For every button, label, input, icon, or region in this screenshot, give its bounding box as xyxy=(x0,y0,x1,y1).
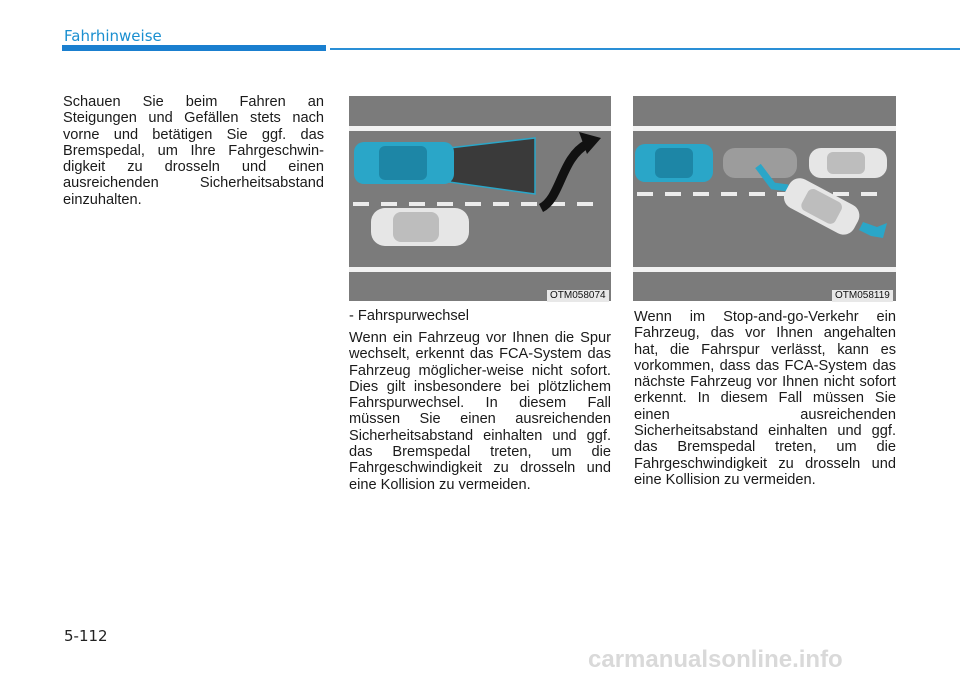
figure-code-left: OTM058074 xyxy=(547,290,609,302)
other-car xyxy=(371,208,469,246)
own-car xyxy=(635,144,713,182)
header-rule-thin xyxy=(330,48,960,50)
left-paragraph: Schauen Sie beim Fahren an Steigungen und Gefällen stets nach vorne und betätigen Sie ggf. das Bremspedal, um Ihre Fahrgeschwin-digkeit zu drosseln und einen ausreichenden Sicherheitsabstand einzuhalten. xyxy=(63,94,324,208)
figure-code-right: OTM058119 xyxy=(832,290,893,302)
middle-paragraph: Wenn ein Fahrzeug vor Ihnen die Spur wechselt, erkennt das FCA-System das Fahrzeug möglicher-weise nicht sofort. Dies gilt insbesondere bei plötzlichem Fahrspurwechsel. In diesem Fall müssen Sie einen ausreichenden Sicherheitsabstand einhalten und ggf. das Bremspedal treten, um die Fahrgeschwindigkeit zu drosseln und eine Kollision zu vermeiden. xyxy=(349,330,611,493)
right-paragraph: Wenn im Stop-and-go-Verkehr ein Fahrzeug, das vor Ihnen angehalten hat, die Fahrspur verlässt, kann es vorkommen, dass das FCA-System das nächste Fahrzeug vor Ihnen nicht sofort erkennt. In diesem Fall müssen Sie einen ausreichenden Sicherheitsabstand einhalten und ggf. das Bremspedal treten, um die Fahrgeschwindigkeit zu drosseln und eine Kollision zu vermeiden. xyxy=(634,309,896,488)
section-title: Fahrhinweise xyxy=(64,27,162,45)
page-number: 5-112 xyxy=(64,627,108,645)
own-car xyxy=(354,142,454,184)
next-car xyxy=(809,148,887,178)
watermark-text: carmanualsonline.info xyxy=(588,646,843,673)
header-rule-thick xyxy=(62,45,326,51)
middle-heading: - Fahrspurwechsel xyxy=(349,308,470,324)
figure-lane-change xyxy=(349,96,611,301)
figure-stop-and-go xyxy=(633,96,896,301)
